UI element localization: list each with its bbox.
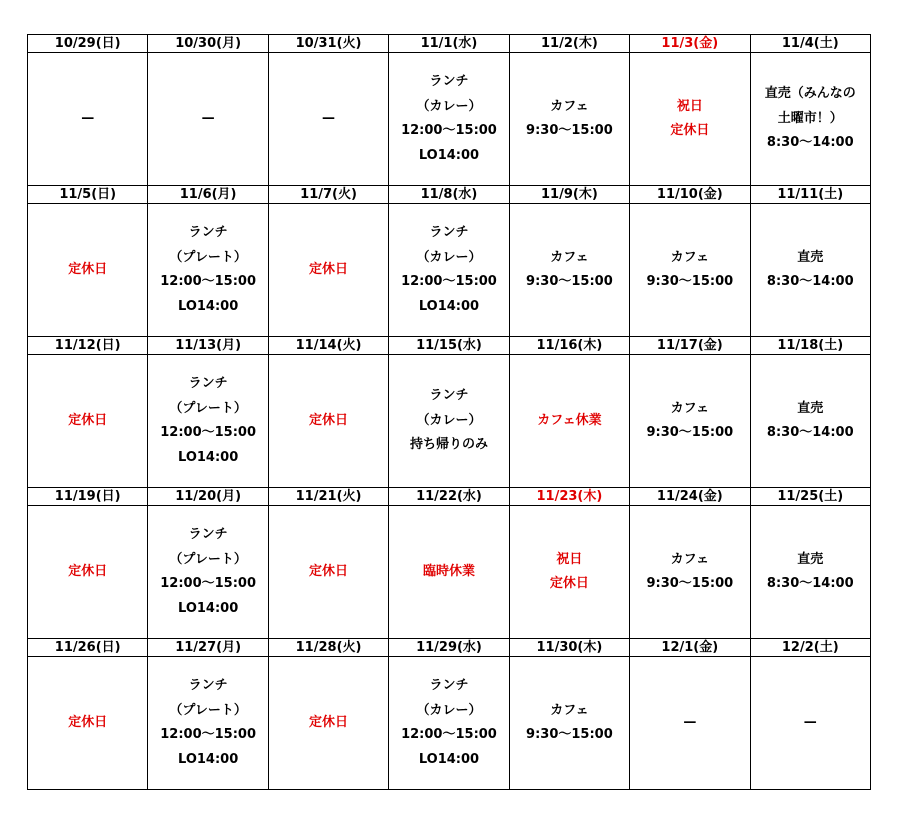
date-header-cell: 11/10(金) <box>630 186 750 204</box>
schedule-line: 土曜市！） <box>777 110 843 126</box>
date-header-cell: 10/29(日) <box>28 35 148 53</box>
schedule-line: カフェ <box>550 98 589 114</box>
schedule-line: 祝日 <box>556 551 583 567</box>
schedule-line: 12:00～15:00 <box>160 425 257 440</box>
schedule-line: カフェ <box>550 702 589 718</box>
schedule-line: 12:00～15:00 <box>160 274 257 289</box>
schedule-line: カフェ <box>670 551 709 567</box>
schedule-line: ランチ <box>188 225 228 240</box>
schedule-line: 定休日 <box>68 714 108 730</box>
schedule-line: 9:30～15:00 <box>526 123 613 138</box>
schedule-row <box>28 355 871 488</box>
schedule-line: 9:30～15:00 <box>646 425 734 440</box>
date-header-row <box>28 186 871 204</box>
schedule-cell <box>268 204 388 337</box>
schedule-line: 8:30～14:00 <box>766 274 854 289</box>
date-header-cell: 11/6(月) <box>148 186 268 204</box>
schedule-line: 定休日 <box>68 412 108 428</box>
schedule-line: — <box>201 110 215 126</box>
date-header-cell: 11/3(金) <box>630 35 750 53</box>
schedule-line: LO14:00 <box>178 449 239 465</box>
schedule-line: LO14:00 <box>178 751 239 767</box>
date-header-cell: 11/11(土) <box>750 186 870 204</box>
schedule-cell <box>509 355 629 488</box>
date-header-cell: 11/7(火) <box>268 186 388 204</box>
schedule-line: 8:30～14:00 <box>766 135 854 151</box>
date-header-cell: 11/13(月) <box>148 337 268 355</box>
date-header-cell: 12/1(金) <box>630 639 750 657</box>
schedule-line: 定休日 <box>309 714 349 730</box>
date-header-cell: 11/5(日) <box>28 186 148 204</box>
schedule-line: LO14:00 <box>178 298 239 314</box>
schedule-line: 9:30～15:00 <box>646 576 734 591</box>
schedule-cell <box>750 355 870 488</box>
schedule-line: ランチ <box>188 678 228 693</box>
schedule-cell <box>268 506 388 639</box>
schedule-cell <box>630 53 750 186</box>
date-header-cell: 11/26(日) <box>28 639 148 657</box>
schedule-line: 定休日 <box>68 261 108 277</box>
schedule-cell <box>148 657 268 790</box>
schedule-cell <box>28 355 148 488</box>
date-header-cell: 11/20(月) <box>148 488 268 506</box>
schedule-cell <box>148 355 268 488</box>
schedule-line: 定休日 <box>309 412 349 428</box>
date-header-cell: 11/16(木) <box>509 337 629 355</box>
schedule-cell <box>268 53 388 186</box>
schedule-row <box>28 657 871 790</box>
date-header-row <box>28 337 871 355</box>
schedule-cell <box>148 204 268 337</box>
schedule-cell <box>630 204 750 337</box>
schedule-line: カフェ <box>670 400 709 416</box>
date-header-cell: 11/25(土) <box>750 488 870 506</box>
schedule-cell <box>750 657 870 790</box>
schedule-line: 直売 <box>797 551 824 567</box>
schedule-line: 祝日 <box>676 98 703 114</box>
date-header-row <box>28 639 871 657</box>
schedule-cell <box>630 506 750 639</box>
schedule-cell <box>28 657 148 790</box>
schedule-calendar-table <box>27 34 871 790</box>
schedule-cell <box>148 53 268 186</box>
schedule-line: （プレート） <box>169 400 247 416</box>
schedule-cell <box>750 506 870 639</box>
date-header-cell: 11/17(金) <box>630 337 750 355</box>
schedule-line: — <box>322 110 336 126</box>
schedule-line: ランチ <box>188 376 228 391</box>
schedule-line: ランチ <box>429 225 469 240</box>
schedule-cell <box>509 506 629 639</box>
schedule-cell <box>389 657 509 790</box>
schedule-line: 臨時休業 <box>422 563 475 579</box>
date-header-cell: 12/2(土) <box>750 639 870 657</box>
schedule-line: 8:30～14:00 <box>766 425 854 440</box>
date-header-cell: 11/19(日) <box>28 488 148 506</box>
date-header-cell: 11/22(水) <box>389 488 509 506</box>
date-header-row <box>28 35 871 53</box>
date-header-cell: 11/27(月) <box>148 639 268 657</box>
schedule-line: 9:30～15:00 <box>646 274 734 289</box>
schedule-line: 定休日 <box>309 563 349 579</box>
schedule-row <box>28 53 871 186</box>
schedule-cell <box>389 53 509 186</box>
schedule-line: 12:00～15:00 <box>160 576 257 591</box>
schedule-cell <box>630 355 750 488</box>
schedule-line: （カレー） <box>416 98 482 114</box>
schedule-line: カフェ <box>670 249 709 265</box>
schedule-line: ランチ <box>429 678 469 693</box>
schedule-cell <box>630 657 750 790</box>
schedule-row <box>28 506 871 639</box>
schedule-line: カフェ休業 <box>537 412 602 428</box>
date-header-cell: 11/12(日) <box>28 337 148 355</box>
schedule-cell <box>389 204 509 337</box>
schedule-cell <box>389 506 509 639</box>
date-header-cell: 11/28(火) <box>268 639 388 657</box>
schedule-line: （プレート） <box>169 702 247 718</box>
date-header-cell: 11/4(土) <box>750 35 870 53</box>
schedule-line: （カレー） <box>416 249 482 265</box>
schedule-line: （カレー） <box>416 412 482 428</box>
date-header-cell: 11/15(水) <box>389 337 509 355</box>
schedule-line: — <box>803 714 817 730</box>
schedule-row <box>28 204 871 337</box>
schedule-line: 9:30～15:00 <box>526 727 613 742</box>
schedule-line: （プレート） <box>169 551 247 567</box>
date-header-cell: 11/14(火) <box>268 337 388 355</box>
schedule-line: — <box>683 714 697 730</box>
date-header-cell: 11/2(木) <box>509 35 629 53</box>
date-header-cell: 11/21(火) <box>268 488 388 506</box>
schedule-cell <box>28 204 148 337</box>
schedule-line: — <box>81 110 95 126</box>
schedule-cell <box>268 657 388 790</box>
schedule-cell <box>750 53 870 186</box>
schedule-cell <box>509 657 629 790</box>
schedule-line: 定休日 <box>68 563 108 579</box>
schedule-cell <box>148 506 268 639</box>
schedule-line: 直売 <box>797 249 824 265</box>
date-header-cell: 11/18(土) <box>750 337 870 355</box>
date-header-cell: 11/23(木) <box>509 488 629 506</box>
date-header-cell: 11/30(木) <box>509 639 629 657</box>
schedule-line: 9:30～15:00 <box>526 274 613 289</box>
date-header-cell: 10/31(火) <box>268 35 388 53</box>
schedule-line: LO14:00 <box>178 600 239 616</box>
date-header-cell: 11/9(木) <box>509 186 629 204</box>
schedule-line: 直売 <box>797 400 824 416</box>
schedule-line: 8:30～14:00 <box>766 576 854 591</box>
schedule-line: ランチ <box>429 388 469 404</box>
schedule-line: 定休日 <box>670 123 710 138</box>
date-header-cell: 10/30(月) <box>148 35 268 53</box>
schedule-cell <box>28 506 148 639</box>
schedule-line: 12:00～15:00 <box>401 727 497 742</box>
schedule-cell <box>750 204 870 337</box>
schedule-line: 定休日 <box>309 261 349 277</box>
schedule-line: 定休日 <box>549 576 589 591</box>
schedule-line: 12:00～15:00 <box>401 123 497 138</box>
schedule-cell <box>268 355 388 488</box>
schedule-cell <box>509 53 629 186</box>
date-header-cell: 11/24(金) <box>630 488 750 506</box>
schedule-cell <box>389 355 509 488</box>
schedule-line: 持ち帰りのみ <box>409 437 488 453</box>
schedule-line: （プレート） <box>169 249 247 265</box>
schedule-line: （カレー） <box>416 702 482 718</box>
schedule-line: ランチ <box>429 74 469 89</box>
schedule-line: LO14:00 <box>418 298 480 314</box>
calendar-body <box>28 35 871 790</box>
schedule-cell <box>28 53 148 186</box>
schedule-line: 直売（みんなの <box>764 86 856 102</box>
date-header-row <box>28 488 871 506</box>
schedule-line: 12:00～15:00 <box>160 727 257 742</box>
schedule-line: ランチ <box>188 527 228 542</box>
schedule-line: LO14:00 <box>418 751 480 767</box>
date-header-cell: 11/8(水) <box>389 186 509 204</box>
schedule-line: 12:00～15:00 <box>401 274 497 289</box>
schedule-line: LO14:00 <box>418 147 480 163</box>
date-header-cell: 11/1(水) <box>389 35 509 53</box>
schedule-line: カフェ <box>550 249 589 265</box>
date-header-cell: 11/29(水) <box>389 639 509 657</box>
schedule-cell <box>509 204 629 337</box>
